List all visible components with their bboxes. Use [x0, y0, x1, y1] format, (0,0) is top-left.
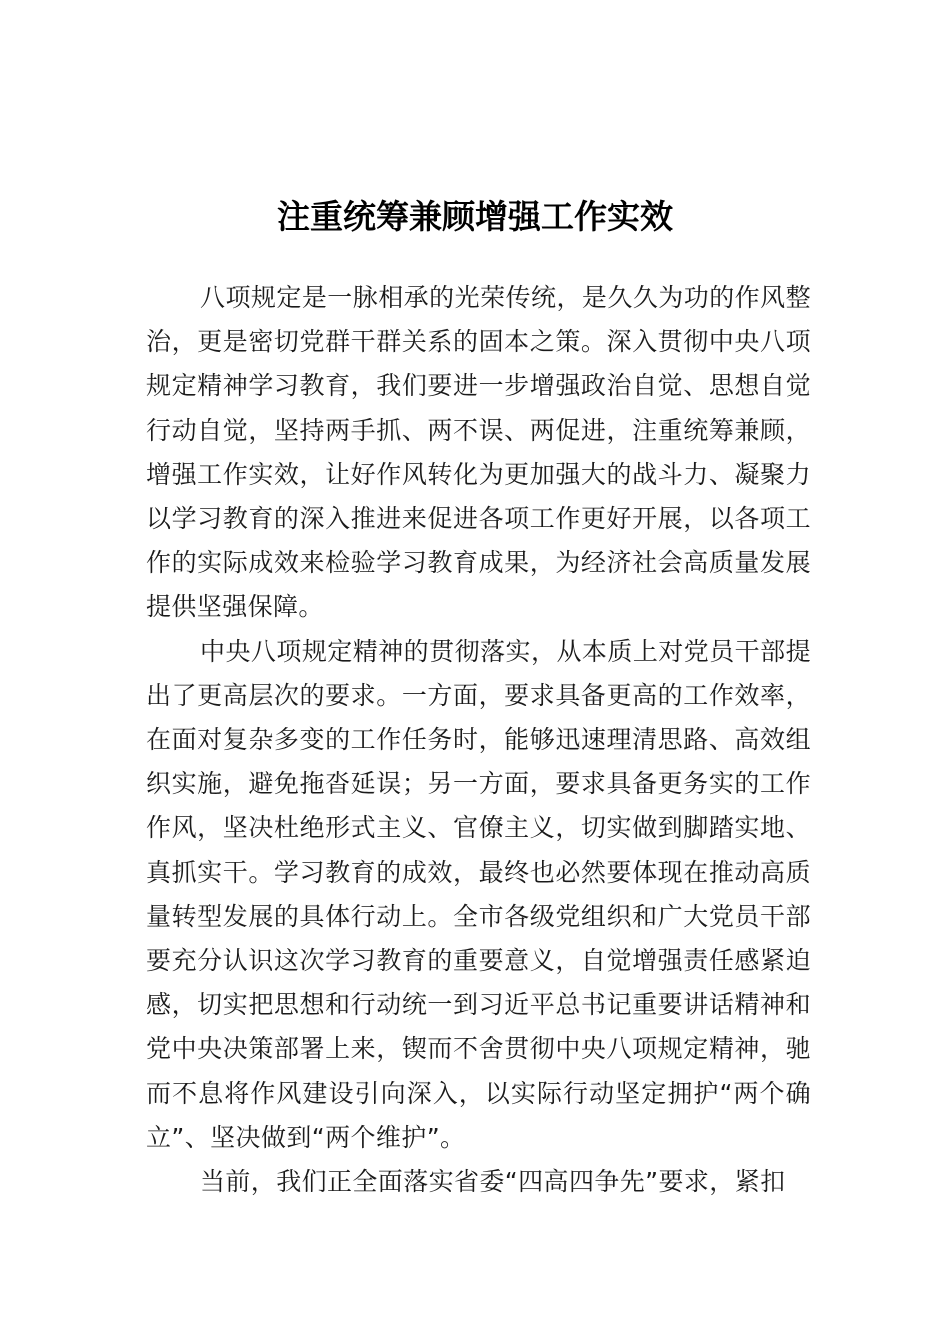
document-body — [146, 276, 811, 1204]
paragraph-1: 八项规定是一脉相承的光荣传统，是久久为功的作风整治，更是密切党群干群关系的固本之策。深入贯彻中央八项规定精神学习教育，我们要进一步增强政治自觉、思想自觉行动自觉，坚持两手抓、两不误、两促进，注重统筹兼顾，增强工作实效，让好作风转化为更加强大的战斗力、凝聚力以学习教育的深入推进来促进各项工作更好开展，以各项工作的实际成效来检验学习教育成果，为经济社会高质量发展提供坚强保障。 — [146, 283, 811, 622]
paragraph-3: 当前，我们正全面落实省委“四高四争先”要求，紧扣 — [200, 1167, 786, 1197]
document-title: 注重统筹兼顾增强工作实效 — [277, 197, 673, 237]
paragraph-2: 中央八项规定精神的贯彻落实，从本质上对党员干部提出了更高层次的要求。一方面，要求具备更高的工作效率，在面对复杂多变的工作任务时，能够迅速理清思路、高效组织实施，避免拖沓延误；另一方面，要求具备更务实的工作作风，坚决杜绝形式主义、官僚主义，切实做到脚踏实地、真抓实干。学习教育的成效，最终也必然要体现在推动高质量转型发展的具体行动上。全市各级党组织和广大党员干部要充分认识这次学习教育的重要意义，自觉增强责任感紧迫感，切实把思想和行动统一到习近平总书记重要讲话精神和党中央决策部署上来，锲而不舍贯彻中央八项规定精神，驰而不息将作风建设引向深入，以实际行动坚定拥护“两个确立”、坚决做到“两个维护”。 — [146, 636, 811, 1152]
